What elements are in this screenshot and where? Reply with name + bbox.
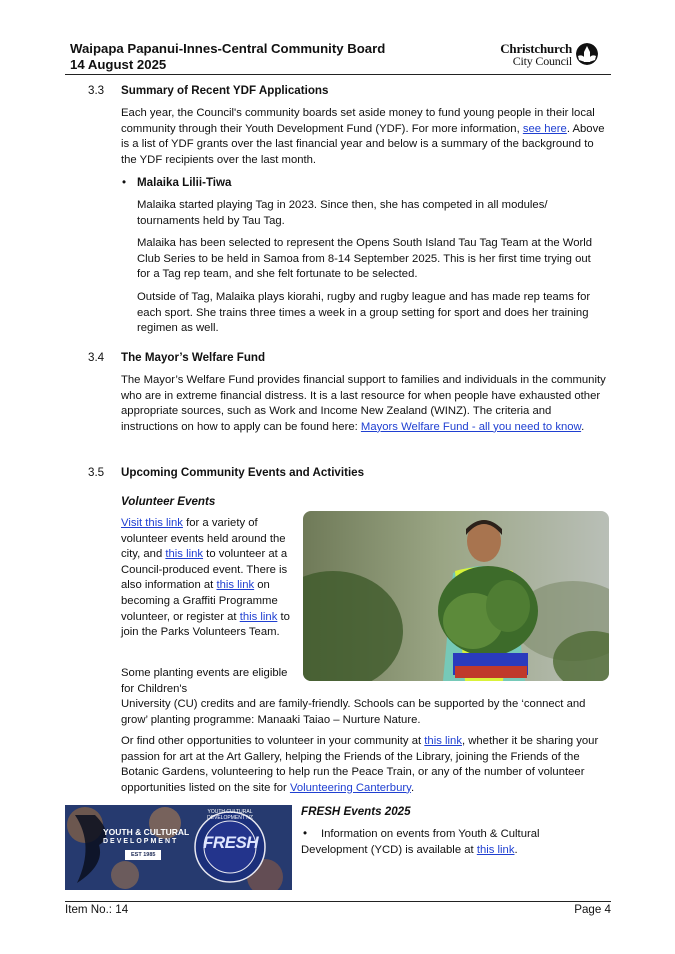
section-title: The Mayor’s Welfare Fund [121, 351, 266, 364]
ydf-paragraph: Each year, the Council's community boards set aside money to fund young people in their local community through their Youth Development Fund (YDF). For more information, see here. Above is a list of YDF grants over the last financial year and below is a summary of the background to the YDF recipients over the last month. [121, 107, 605, 166]
graffiti-link[interactable]: this link [216, 579, 255, 592]
bullet-icon: • [303, 827, 308, 840]
council-logo [498, 42, 602, 68]
section-title: Upcoming Community Events and Activities [121, 466, 365, 479]
meeting-date: 14 August 2025 [70, 57, 167, 72]
banner-text: YOUTH & CULTURAL DEVELOPMENT EST 1985 [103, 827, 190, 858]
fresh-logo: FRESH [203, 833, 259, 852]
item-number: Item No.: 14 [65, 903, 129, 916]
recipient-paragraph-2: Malaika has been selected to represent the Opens South Island Tau Tag Team at the World Club Series to be held in Samoa from 8-14 September 2025. This is her first time trying out for a Tag rep team, and she felt fortunate to be selected. [137, 237, 593, 281]
see-here-link[interactable]: see here [522, 122, 567, 135]
recipient-paragraph-1: Malaika started playing Tag in 2023. Since then, she has competed in all modules/ tournaments held by Tau Tag. [137, 199, 548, 227]
banner-ring-text: YOUTH CULTURAL DEVELOPMENT NZ [207, 809, 253, 821]
welfare-fund-link[interactable]: Mayors Welfare Fund - all you need to know [360, 420, 582, 433]
recipient-name: Malaika Lilii-Tiwa [137, 176, 232, 189]
recipient-paragraph-3: Outside of Tag, Malaika plays kiorahi, rugby and rugby league and has made rep teams for each sport. She trains three times a week in a group setting for sport and does her training regimen as well. [137, 291, 591, 335]
section-title: Summary of Recent YDF Applications [121, 84, 329, 97]
cathedral-icon [576, 43, 598, 65]
page-number: Page 4 [574, 903, 611, 916]
visit-link[interactable]: Visit this link [121, 517, 183, 529]
bullet-icon: • [122, 176, 127, 189]
volunteer-heading: Volunteer Events [121, 495, 216, 508]
opportunities-link[interactable]: this link [424, 735, 462, 747]
footer-divider [65, 901, 611, 902]
welfare-paragraph: The Mayor’s Welfare Fund provides financial support to families and individuals in the community who are in extreme financial distress. It is a last resource for when people have exhausted other appropriate sources, such as Work and Income New Zealand (WINZ). The criteria and instructions on how to apply can be found here: Mayors Welfare Fund - all you need to know. [121, 374, 606, 433]
fresh-heading: FRESH Events 2025 [301, 805, 411, 818]
header-divider [65, 74, 611, 75]
fresh-link[interactable]: this link [476, 843, 515, 856]
planting-paragraph-rest: University (CU) credits and are family-friendly. Schools can be supported by the ‘connect and grow’ planting programme: Manaaki Taiao – Nurture Nature. [121, 698, 586, 726]
opportunities-paragraph: Or find other opportunities to volunteer in your community at this link, whether it be sharing your passion for art at the Art Gallery, helping the Friends of the Library, joining the Friends of the Botanic Gardens, volunteering to help run the Peace Train, or any of the number of volunteer opportunities listed on the site for Volunteering Canterbury. [121, 735, 599, 794]
planting-paragraph-start: Some planting events are eligible for Children's [121, 667, 288, 695]
fresh-banner [65, 805, 292, 890]
volunteer-paragraph: Visit this link for a variety of volunteer events held around the city, and this link to volunteer at a Council-produced event. There is also information at this link on becoming a Graffiti Programme volunteer, or register at this link to join the Parks Volunteers Team. [121, 517, 290, 639]
section-number: 3.4 [88, 351, 105, 364]
logo-line1: Christchurch [500, 41, 572, 56]
fresh-paragraph: Information on events from Youth & Cultural Development (YCD) is available at this link. [301, 828, 540, 856]
volunteering-canterbury-link[interactable]: Volunteering Canterbury [289, 781, 411, 794]
board-name: Waipapa Papanui-Innes-Central Community Board [70, 41, 386, 56]
logo-line2: City Council [512, 54, 572, 68]
volunteer-photo [303, 511, 609, 681]
section-number: 3.3 [88, 84, 105, 97]
council-event-link[interactable]: this link [165, 548, 204, 561]
section-number: 3.5 [88, 466, 105, 479]
document-header [70, 41, 385, 73]
parks-link[interactable]: this link [239, 610, 278, 623]
